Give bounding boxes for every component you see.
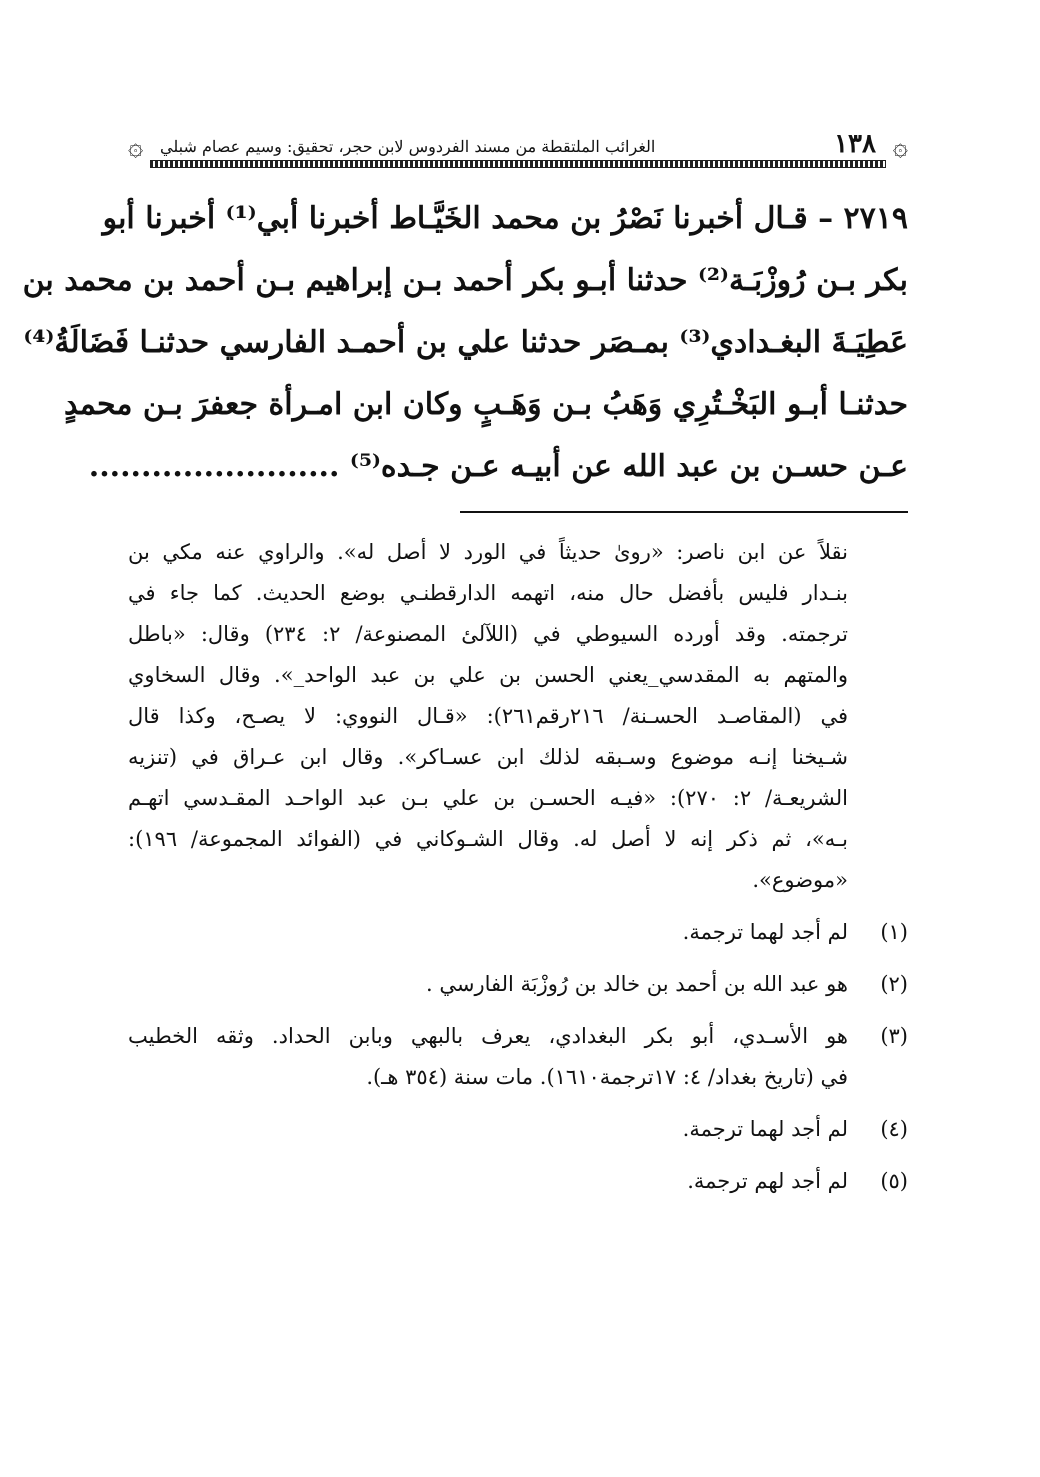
footnote-continuation [128,532,908,901]
footnote-line: بنـدار فليس بأفضل حال منه، اتهمه الدارقطنـي بوضع الحديث. كما جاء في [128,581,848,605]
footnote-item [128,1109,908,1150]
footnote-text: لم أجد لهم ترجمة. [687,1169,848,1193]
footnotes [128,532,908,1202]
main-text [22,188,908,498]
footnote-line: «موضوع». [752,868,848,892]
page-number: ١٣٨ [834,129,876,159]
header-row [128,128,908,158]
footnote-item [128,964,908,1005]
footnote-line: شـيخنا إنـه موضوع وسـبقه لذلك ابن عسـاكر». وقال ابن عـراق في (تنزيه [128,745,848,769]
footnote-text: هو عبد الله بن أحمد بن خالد بن رُوزْبَة الفارسي . [426,972,848,996]
running-title: الغرائب الملتقطة من مسند الفردوس لابن حجر، تحقيق: وسيم عصام شبلي [160,137,656,156]
footnote-item [128,1016,908,1098]
main-line: ٢٧١٩ – قـال أخبرنا نَصْرُ بن محمد الخَيَّـاط أخبرنا أبي⁽¹⁾ أخبرنا أبو [102,201,908,236]
page-header [128,128,908,168]
ornament-right-icon: ۞ [892,132,908,162]
footnote-text: لم أجد لهما ترجمة. [682,1117,848,1141]
footnote-line: في (المقاصـد الحسـنة/ ٢١٦رقم٢٦١): «قـال النووي: لا يصـح، وكذا قال [128,704,848,728]
main-line-last [88,436,908,498]
footnote-line: الشريعـة/ ٢: ٢٧٠): «فيـه الحسـن بن علي بـن عبد الواحـد المقـدسي اتهـم [128,786,848,810]
main-line: حدثنـا أبـو البَخْـتُرِي وَهَبُ بـن وَهَـبٍ وكان ابن امـرأة جعفرَ بـن محمدٍ [63,387,908,422]
dots-leader: ........................ [88,449,340,484]
footnote-number: (٥) [880,1169,908,1193]
footnote-number: (١) [880,920,908,944]
main-line: بكر بـن رُوزْبَـة⁽²⁾ حدثنا أبـو بكر أحمد بـن إبراهيم بـن أحمد بن محمد بن [22,263,908,298]
footnote-text: لم أجد لهما ترجمة. [682,920,848,944]
footnote-separator [460,511,908,513]
main-line: عَطِيَـةَ البغـدادي⁽³⁾ بمـصَر حدثنا علي بن أحمـد الفارسي حدثنـا فَضَالَةُ⁽⁴⁾ [23,325,908,360]
footnote-line: والمتهم به المقدسي_يعني الحسن بن علي بن عبد الواحد_». وقال السخاوي [128,663,848,687]
footnote-item [128,1161,908,1202]
footnote-item [128,912,908,953]
header-rule [150,160,886,168]
ornament-left-icon: ۞ [128,132,144,162]
main-line-text: عـن حسـن بن عبد الله عن أبيـه عـن جـده⁽⁵⁾ [349,449,908,484]
footnote-line: ترجمته. وقد أورده السيوطي في (اللآلئ المصنوعة/ ٢: ٢٣٤) وقال: «باطل [128,622,848,646]
footnote-number: (٢) [880,972,908,996]
footnote-line: نقلاً عن ابن ناصر: «روىٰ حديثاً في الورد لا أصل له». والراوي عنه مكي بن [128,540,848,564]
footnote-number: (٣) [880,1024,908,1048]
footnote-text: هو الأسـدي، أبو بكر البغدادي، يعرف بالبهي وبابن الحداد. وثقه الخطيب [128,1024,848,1048]
footnote-text: في (تاريخ بغداد/ ٤: ١٧ترجمة١٦١٠). مات سنة (٣٥٤ هـ). [366,1065,848,1089]
footnote-number: (٤) [880,1117,908,1141]
footnote-line: بـه»، ثم ذكر إنه لا أصل له. وقال الشـوكاني في (الفوائد المجموعة/ ١٩٦): [128,827,848,851]
